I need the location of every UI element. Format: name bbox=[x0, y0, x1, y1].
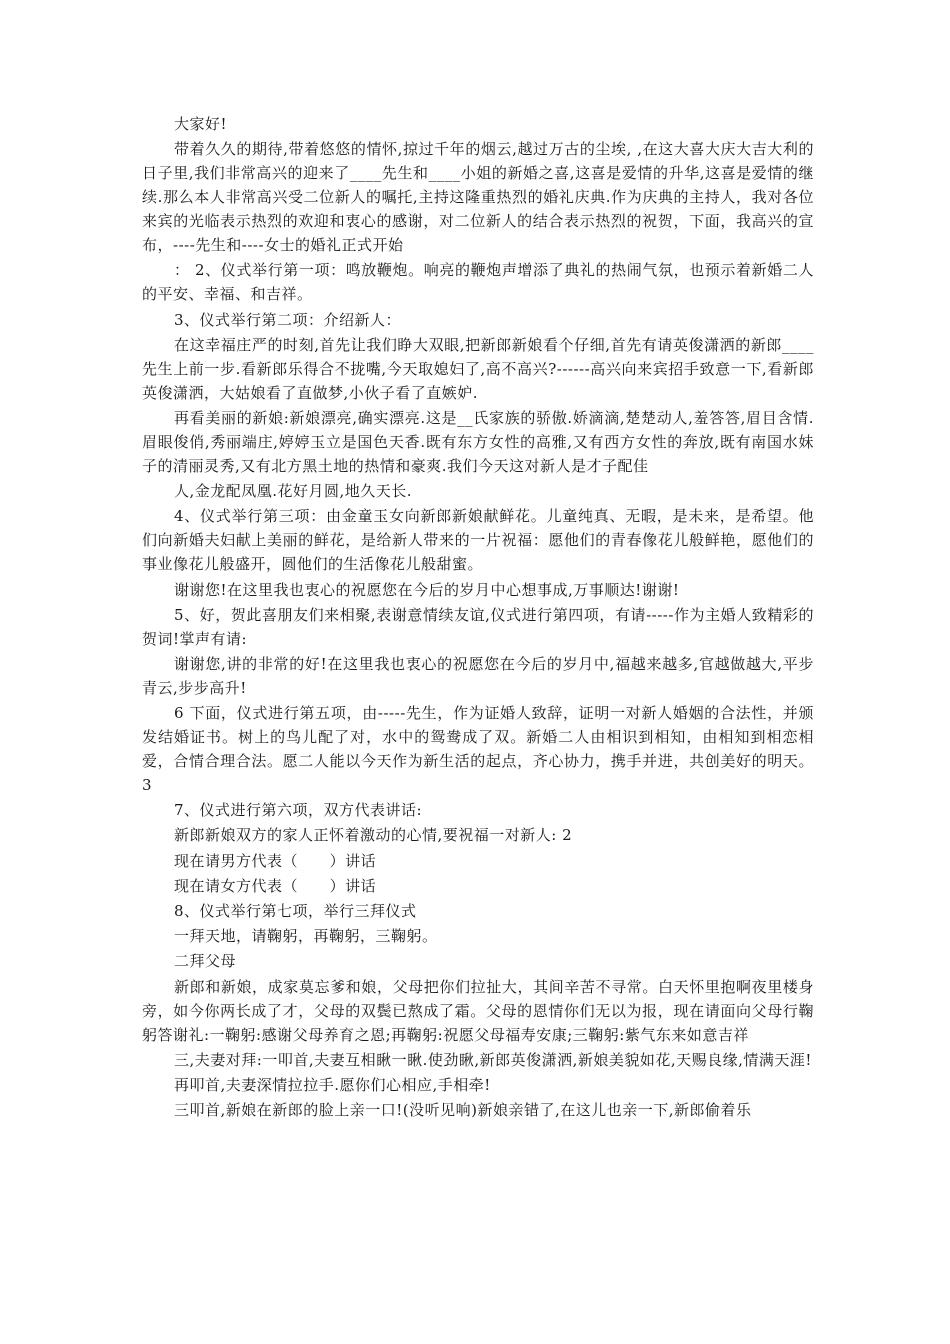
paragraph-opening: 带着久久的期待,带着悠悠的情怀,掠过千年的烟云,越过万古的尘埃, ,在这大喜大庆大吉大利的日子里,我们非常高兴的迎来了____先生和____小姐的新婚之喜,这喜是爱情的升华,这喜是爱情的继续.那么本人非常高兴受二位新人的嘱托,主持这隆重热烈的婚礼庆典.作为庆典的主持人，我对各位来宾的光临表示热烈的欢迎和衷心的感谢，对二位新人的结合表示热烈的祝贺，下面，我高兴的宣布，----先生和----女士的婚礼正式开始 bbox=[142, 140, 814, 255]
paragraph-item-5: 6 下面，仪式进行第五项，由-----先生，作为证婚人致辞，证明一对新人婚姻的合法性，并颁发结婚证书。树上的鸟儿配了对，水中的鸳鸯成了双。新婚二人由相识到相知，由相知到相恋相爱，合情合理合法。愿二人能以今天作为新生活的起点，齐心协力，携手并进，共创美好的明天。 3 bbox=[142, 704, 836, 795]
paragraph-item-1: ： 2、仪式举行第一项：鸣放鞭炮。响亮的鞭炮声增添了典礼的热闹气氛，也预示着新婚二人的平安、幸福、和吉祥。 bbox=[142, 261, 814, 304]
paragraph-item-3: 4、仪式举行第三项：由金童玉女向新郎新娘献鲜花。儿童纯真、无暇，是未来，是希望。他们向新婚夫妇献上美丽的鲜花，是给新人带来的一片祝福：愿他们的青春像花儿般鲜艳，愿他们的事业像花儿般盛开，圆他们的生活像花儿般甜蜜。 bbox=[142, 507, 814, 574]
paragraph-thanks-2: 谢谢您,讲的非常的好!在这里我也衷心的祝愿您在今后的岁月中,福越来越多,官越做越大,平步青云,步步高升! bbox=[142, 654, 814, 697]
paragraph-bride-rep: 现在请女方代表（ ）讲话 bbox=[174, 876, 377, 895]
paragraph-groom-intro: 在这幸福庄严的时刻,首先让我们睁大双眼,把新郎新娘看个仔细,首先有请英俊潇洒的新郎____先生上前一步.看新郎乐得合不拢嘴,今天取媳妇了,高不高兴?------高兴向来宾招手致意一下,看新郎英俊潇洒，大姑娘看了直做梦,小伙子看了直嫉妒. bbox=[142, 335, 814, 402]
paragraph-bride-intro-cont: 人,金龙配凤凰.花好月圆,地久天长. bbox=[174, 482, 413, 501]
paragraph-groom-rep: 现在请男方代表（ ）讲话 bbox=[174, 851, 377, 870]
paragraph-greeting: 大家好! bbox=[174, 115, 228, 133]
document-body bbox=[142, 112, 836, 1123]
paragraph-bow-parents-heading: 二拜父母 bbox=[174, 952, 237, 971]
paragraph-bow-heaven: 一拜天地，请鞠躬，再鞠躬，三鞠躬。 bbox=[174, 927, 438, 946]
paragraph-item-6-heading: 7、仪式进行第六项，双方代表讲话: bbox=[174, 801, 423, 820]
paragraph-third-bow: 三叩首,新娘在新郎的脸上亲一口!(没听见响)新娘亲错了,在这儿也亲一下,新郎偷着乐 bbox=[174, 1101, 752, 1120]
paragraph-item-2-heading: 3、仪式举行第二项：介绍新人： bbox=[174, 310, 402, 329]
paragraph-bow-each-other: 三,夫妻对拜:一叩首,夫妻互相瞅一瞅.使劲瞅,新郎英俊潇洒,新娘美貌如花,天赐良缘,情满天涯! bbox=[174, 1050, 812, 1069]
paragraph-item-7-heading: 8、仪式举行第七项，举行三拜仪式 bbox=[174, 902, 417, 920]
paragraph-item-4: 5、好，贺此喜朋友们来相聚,表谢意情续友谊,仪式进行第四项，有请-----作为主婚人致精彩的贺词!掌声有请: bbox=[142, 605, 814, 648]
paragraph-second-bow: 再叩首,夫妻深情拉拉手.愿你们心相应,手相牵! bbox=[174, 1075, 491, 1094]
paragraph-bride-intro: 再看美丽的新娘:新娘漂亮,确实漂亮.这是__氏家族的骄傲.娇滴滴,楚楚动人,羞答答,眉目含情.眉眼俊俏,秀丽端庄,婷婷玉立是国色天香.既有东方女性的高雅,又有西方女性的奔放,既有南国水妹子的清丽灵秀,又有北方黑土地的热情和豪爽.我们今天这对新人是才子配佳 bbox=[142, 408, 814, 475]
paragraph-bow-parents: 新郎和新娘，成家莫忘爹和娘，父母把你们拉扯大，其间辛苦不寻常。白天怀里抱啊夜里楼身旁，如今你两长成了才，父母的双鬓已熬成了霜。父母的恩情你们无以为报，现在请面向父母行鞠躬答谢礼:一鞠躬:感谢父母养育之恩;再鞠躬:祝愿父母福寿安康;三鞠躬:紫气东来如意吉祥 bbox=[142, 977, 814, 1044]
paragraph-thanks-1: 谢谢您!在这里我也衷心的祝愿您在今后的岁月中心想事成,万事顺达!谢谢! bbox=[174, 580, 680, 599]
paragraph-families: 新郎新娘双方的家人正怀着激动的心情,要祝福一对新人: 2 bbox=[174, 826, 573, 845]
